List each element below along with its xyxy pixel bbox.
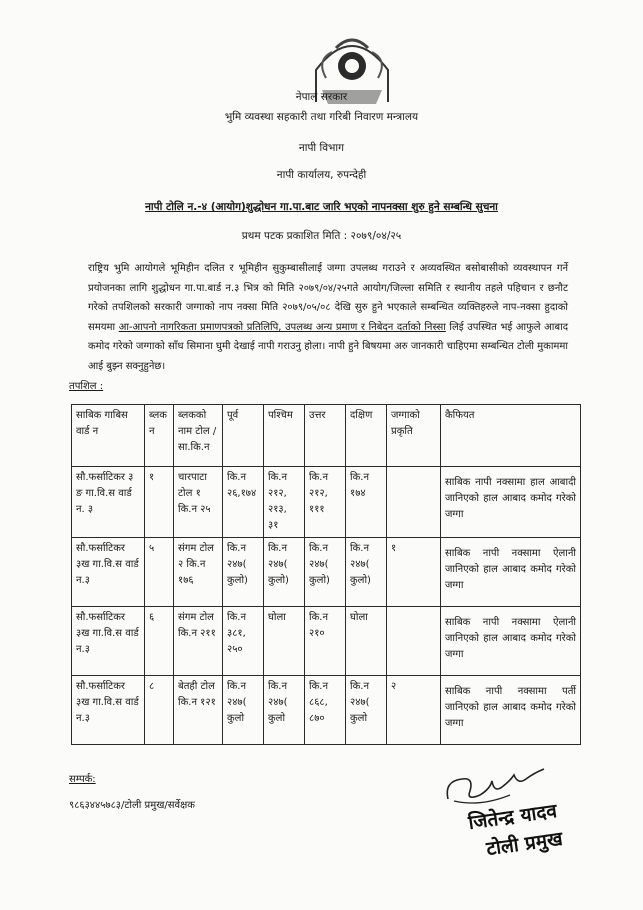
paragraph-text-2: लिई उपस्थित भई आफुले आबाद कमोद गरेको जग्गाको साँध सिमाना घुमी देखाई नापी गराउनु होला। नापी हुने बिषयमा अरु जानकारी चाहिएमा सम्बन्धित टोली मुकाममा आई बुझ्न सक्नुहुनेछ। [88, 321, 568, 372]
cell-north: कि.न २४७( कुलो) [305, 538, 346, 607]
cell-west: कि.न २१२, २१३, ३१ [264, 467, 305, 538]
cell-west: कि.न २४७( कुलो) [264, 538, 305, 607]
header-land-nature: जग्गाको प्रकृति [387, 405, 441, 467]
cell-block: १ [145, 467, 174, 538]
cell-former: सौ.फर्साटिकर ३ख गा.वि.स वार्ड न.३ [72, 607, 145, 676]
header-west: पश्चिम [264, 405, 305, 467]
cell-west: घोला [264, 607, 305, 676]
cell-former: सौ.फर्साटिकर ३ ङ गा.वि.स वार्ड न. ३ [72, 467, 145, 538]
header-north: उत्तर [305, 405, 346, 467]
cell-south: कि.न २४७( कुलो [346, 676, 387, 745]
cell-remarks: साबिक नापी नक्सामा ऐलानी जानिएको हाल आबाद कमोद गरेको जग्गा [441, 538, 581, 607]
cell-remarks: साबिक नापी नक्सामा पर्ती जानिएको हाल आबाद कमोद गरेको जग्गा [441, 676, 581, 745]
department-name: नापी विभाग [298, 142, 345, 154]
table-row [72, 676, 581, 745]
table-row [72, 538, 581, 607]
header-block-tole [174, 405, 223, 467]
header-block-no: ब्लक न [145, 405, 174, 467]
cell-north: कि.न २१२, १११ [305, 467, 346, 538]
cell-east: कि.न २४७( कुलो [223, 676, 264, 745]
cell-remarks: साबिक नापी नक्सामा हाल आबादी जानिएको हाल आबाद कमोद गरेको जग्गा [441, 467, 581, 538]
header-remarks: कैफियत [441, 405, 581, 467]
notice-title: नापी टोलि न.-४ (आयोग)शुद्धोधन गा.पा.बाट जारि भएको नापनक्सा शुरु हुने सम्बन्धि सुचना [145, 201, 498, 213]
stamp-officer-title: टोली प्रमुख [484, 827, 564, 861]
cell-nature [387, 467, 441, 538]
cell-block: ८ [145, 676, 174, 745]
paragraph-text-1: राष्ट्रिय भुमि आयोगले भूमिहीन दलित र भूमिहीन सुकुम्बासीलाई जग्गा उपलब्ध गराउने र अव्यवस्थित बसोबासीको व्यवस्थापन गर्ने प्रयोजनका लागि शुद्धोधन गा.पा.बार्ड न.३ भित्र को मिति २०७९/०४/२५गते आयोग/जिल्ला समिति र स्थानीय तहले पहिचान र छनौट गरेको तपशिलको सरकारी जग्गाको नाप नक्सा मिति २०७९/०५/०८ देखि सुरु हुने भएकाले सम्बन्धित व्यक्तिहरुले नाप-नक्सा हुदाको समयमा [88, 263, 568, 333]
header-former-kitta: सा.कि.न [178, 442, 210, 453]
schedule-label: तपशिल : [69, 381, 104, 392]
table-row [72, 467, 581, 538]
notice-paragraph [88, 259, 568, 377]
table-row [72, 607, 581, 676]
header-former-ward: साबिक गाबिस वार्ड न [72, 405, 145, 467]
cell-tole: संगम टोल कि.न २११ [174, 607, 223, 676]
office-name: नापी कार्यालय, रुपन्देही [276, 169, 367, 181]
cell-south: कि.न २४७( कुलो) [346, 538, 387, 607]
land-schedule-table [71, 404, 581, 745]
header-block-tole-name: ब्लकको नाम टोल / [178, 410, 217, 437]
cell-tole: बेतही टोल कि.न १२१ [174, 676, 223, 745]
header-east: पूर्व [223, 405, 264, 467]
cell-east: कि.न ३८१, २५० [223, 607, 264, 676]
paragraph-required-documents: आ-आपनो नागरिकता प्रमाणपत्रको प्रतिलिपि, उपलब्ध अन्य प्रमाण र निबेदन दर्ताको निस्सा [118, 321, 446, 333]
ministry-name: भुमि व्यवस्था सहकारी तथा गरिबी निवारण मन्त्रालय [224, 111, 419, 123]
cell-former: सौ.फर्साटिकर ३ख गा.वि.स वार्ड न.३ [72, 538, 145, 607]
cell-east: कि.न २४७( कुलो) [223, 538, 264, 607]
table-header-row [72, 405, 581, 467]
cell-south: घोला [346, 607, 387, 676]
cell-north: कि.न ८६८, ८७० [305, 676, 346, 745]
cell-nature: २ [387, 676, 441, 745]
cell-tole: चारपाटा टोल १ कि.न २५ [174, 467, 223, 538]
cell-nature [387, 607, 441, 676]
header-south: दक्षिण [346, 405, 387, 467]
country-name: नेपाल सरकार [295, 91, 348, 103]
cell-north: कि.न २१० [305, 607, 346, 676]
contact-phone: ९८६३४४५७८३/टोली प्रमुख/सर्वेक्षक [69, 800, 195, 811]
cell-block: ५ [145, 538, 174, 607]
cell-nature: १ [387, 538, 441, 607]
cell-west: कि.न २४७( कुलो [264, 676, 305, 745]
cell-former: सौ.फर्साटिकर ३ख गा.वि.स वार्ड न.३ [72, 676, 145, 745]
contact-label: सम्पर्क: [69, 774, 96, 785]
cell-block: ६ [145, 607, 174, 676]
publish-date: प्रथम पटक प्रकाशित मिति : २०७९/०४/२५ [241, 230, 402, 242]
cell-east: कि.न २६,१७४ [223, 467, 264, 538]
cell-south: कि.न १७४ [346, 467, 387, 538]
cell-tole: संगम टोल २ कि.न १७६ [174, 538, 223, 607]
cell-remarks: साबिक नापी नक्सामा ऐलानी जानिएको हाल आबाद कमोद गरेको जग्गा [441, 607, 581, 676]
stamp-officer-name: जितेन्द्र यादव [467, 799, 559, 835]
